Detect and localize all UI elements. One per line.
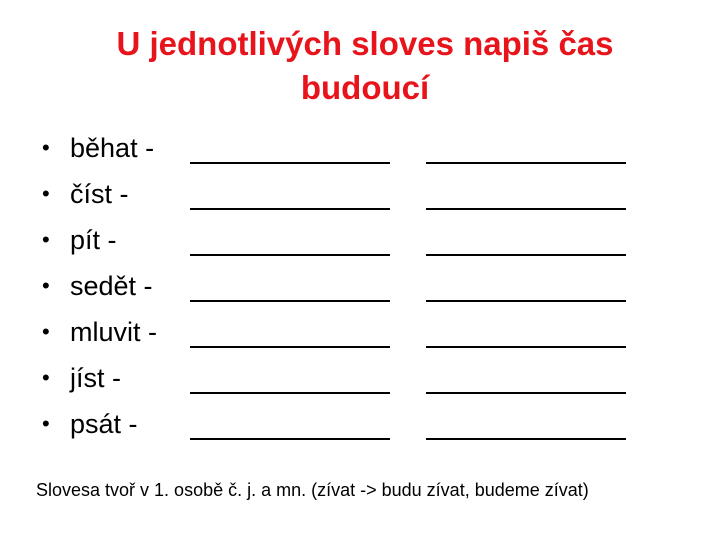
bullet-icon: • [42,135,50,160]
answer-blank-singular[interactable] [190,208,390,210]
verb-label: mluvit - [70,317,157,347]
page-title: U jednotlivých sloves napiš čas budoucí [116,25,614,106]
verb-label: číst - [70,179,129,209]
bullet-icon: • [42,411,50,436]
answer-blank-singular[interactable] [190,300,390,302]
list-item [38,314,698,350]
bullet-icon: • [42,227,50,252]
bullet-icon: • [42,273,50,298]
list-item [38,176,698,212]
bullet-icon: • [42,181,50,206]
list-item [38,222,698,258]
answer-blank-singular[interactable] [190,438,390,440]
verb-label: běhat - [70,133,155,163]
list-item [38,268,698,304]
verb-label: jíst - [70,363,121,393]
bullet-icon: • [42,319,50,344]
answer-blank-plural[interactable] [426,346,626,348]
answer-blank-plural[interactable] [426,392,626,394]
list-item [38,406,698,442]
list-item [38,360,698,396]
answer-blank-singular[interactable] [190,346,390,348]
verb-label: pít - [70,225,117,255]
answer-blank-plural[interactable] [426,438,626,440]
bullet-icon: • [42,365,50,390]
verb-label: psát - [70,409,138,439]
list-item [38,130,698,166]
answer-blank-plural[interactable] [426,254,626,256]
answer-blank-singular[interactable] [190,392,390,394]
answer-blank-singular[interactable] [190,254,390,256]
verb-label: sedět - [70,271,153,301]
answer-blank-singular[interactable] [190,162,390,164]
answer-blank-plural[interactable] [426,208,626,210]
answer-blank-plural[interactable] [426,162,626,164]
answer-blank-plural[interactable] [426,300,626,302]
instruction-note: Slovesa tvoř v 1. osobě č. j. a mn. (zívat -> budu zívat, budeme zívat) [36,480,589,500]
